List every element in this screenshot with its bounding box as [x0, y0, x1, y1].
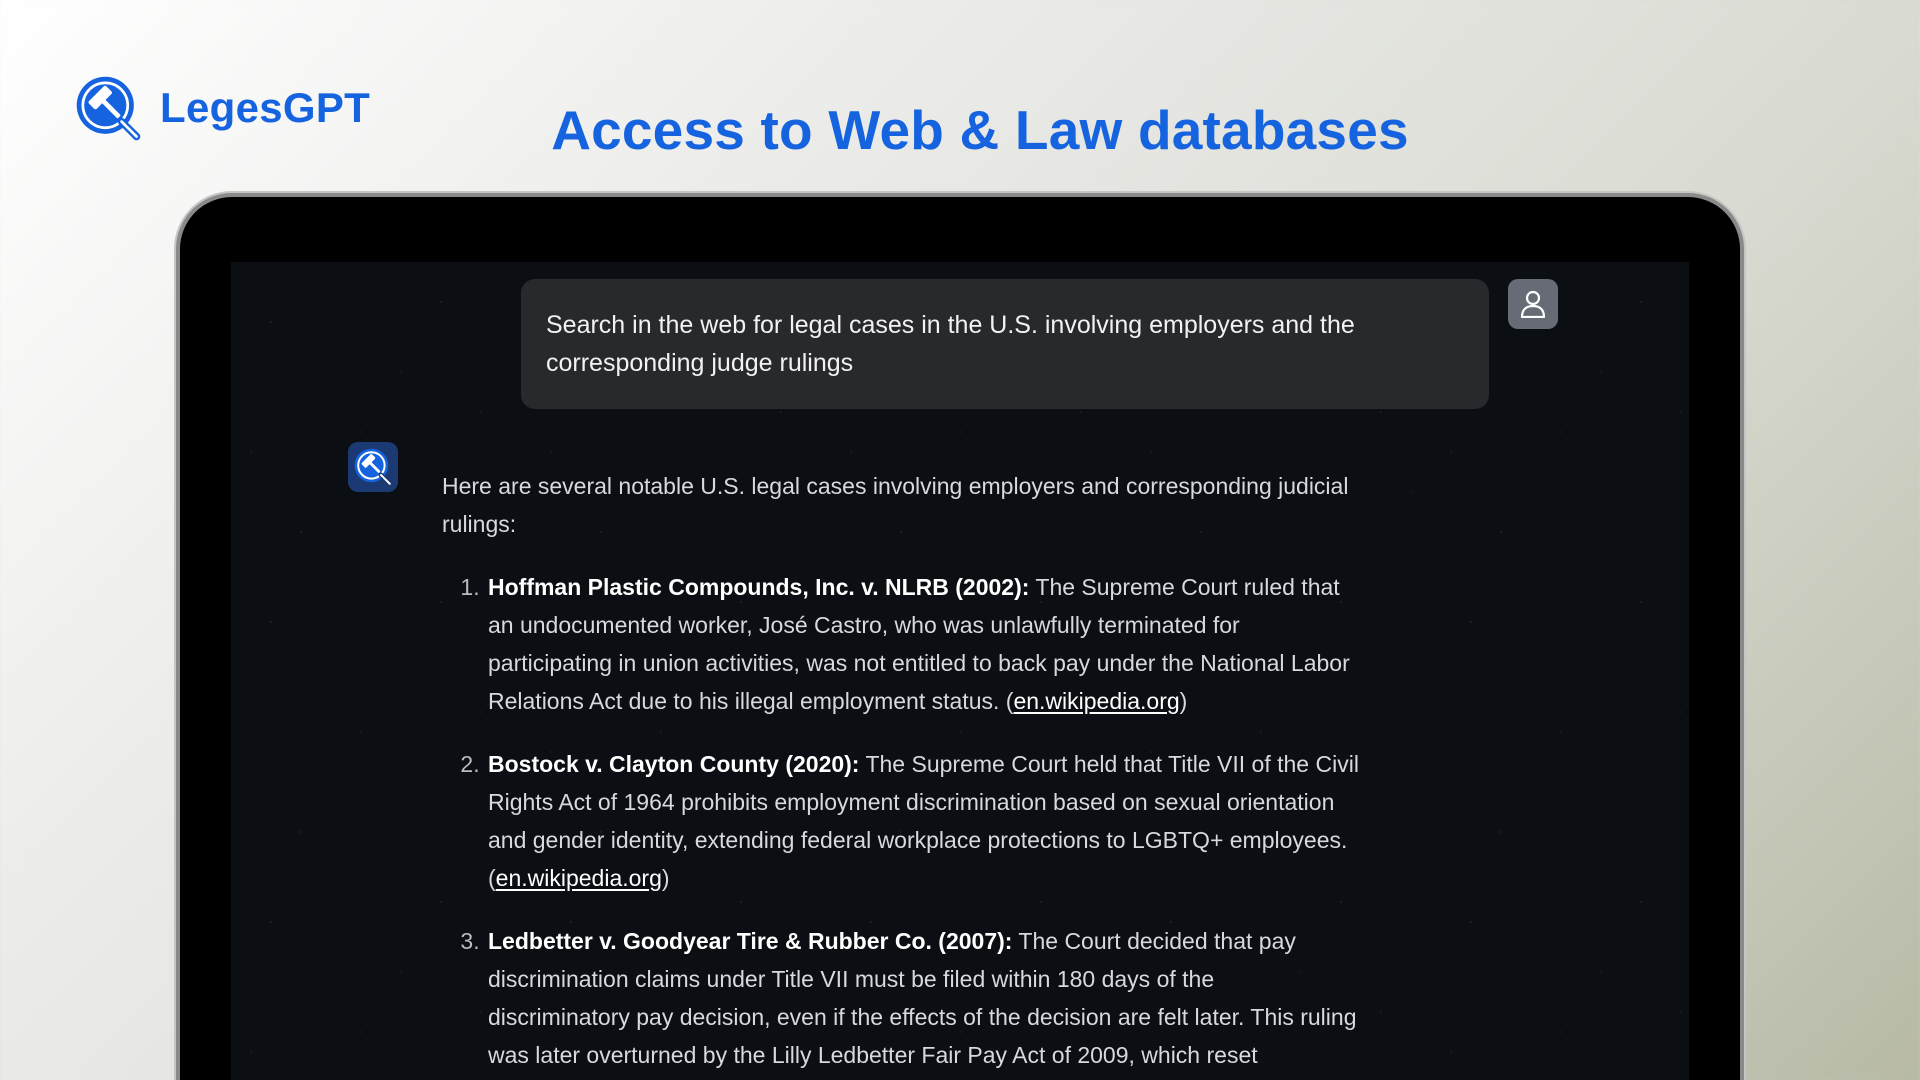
case-list	[442, 568, 1362, 1074]
user-avatar	[1508, 279, 1558, 329]
list-item: 2. Bostock v. Clayton County (2020): The Supreme Court held that Title VII of the Civil Rights Act of 1964 prohibits employment discrimination based on sexual orientation and gender identity, extending federal workplace protections to LGBTQ+ employees. (en.wikipedia.org)	[486, 745, 1362, 897]
assistant-answer	[442, 467, 1362, 1080]
case-title: Ledbetter v. Goodyear Tire & Rubber Co. (2007):	[488, 928, 1013, 954]
list-item	[486, 922, 1362, 1074]
case-text: The Supreme Court ruled that an undocumented worker, José Castro, who was unlawfully terminated for participating in union activities, was not entitled to back pay under the National Labor Relations Act due to his illegal employment status.	[488, 574, 1350, 714]
chat-screen	[231, 262, 1689, 1080]
answer-intro: Here are several notable U.S. legal cases involving employers and corresponding judicial rulings:	[442, 473, 1349, 537]
brand-name: LegesGPT	[160, 84, 371, 131]
case-text: The Supreme Court held that Title VII of the Civil Rights Act of 1964 prohibits employment discrimination based on sexual orientation and gender identity, extending federal workplace protections to LGBTQ+ employees.	[488, 751, 1359, 853]
case-text: The Court decided that pay discrimination claims under Title VII must be filed within 180 days of the discriminatory pay decision, even if the effects of the decision are felt later. This ruling was later overturned by the Lilly Ledbetter Fair Pay Act of 2009, which reset	[488, 928, 1357, 1068]
list-item: 1. Hoffman Plastic Compounds, Inc. v. NLRB (2002): The Supreme Court ruled that an undocumented worker, José Castro, who was unlawfully terminated for participating in union activities, was not entitled to back pay under the National Labor Relations Act due to his illegal employment status. (en.wikipedia.org)	[486, 568, 1362, 720]
assistant-avatar	[348, 442, 398, 492]
user-message-text: Search in the web for legal cases in the U.S. involving employers and the corresponding judge rulings	[546, 311, 1355, 377]
page-headline: Access to Web & Law databases	[551, 99, 1409, 161]
source-link[interactable]: en.wikipedia.org	[1013, 688, 1180, 714]
user-icon	[1520, 290, 1546, 318]
user-message-bubble	[521, 279, 1489, 409]
case-title: Hoffman Plastic Compounds, Inc. v. NLRB (2002):	[488, 574, 1030, 600]
gavel-magnifier-logo	[353, 447, 393, 487]
case-title: Bostock v. Clayton County (2020):	[488, 751, 860, 777]
source-link[interactable]: en.wikipedia.org	[495, 865, 662, 891]
